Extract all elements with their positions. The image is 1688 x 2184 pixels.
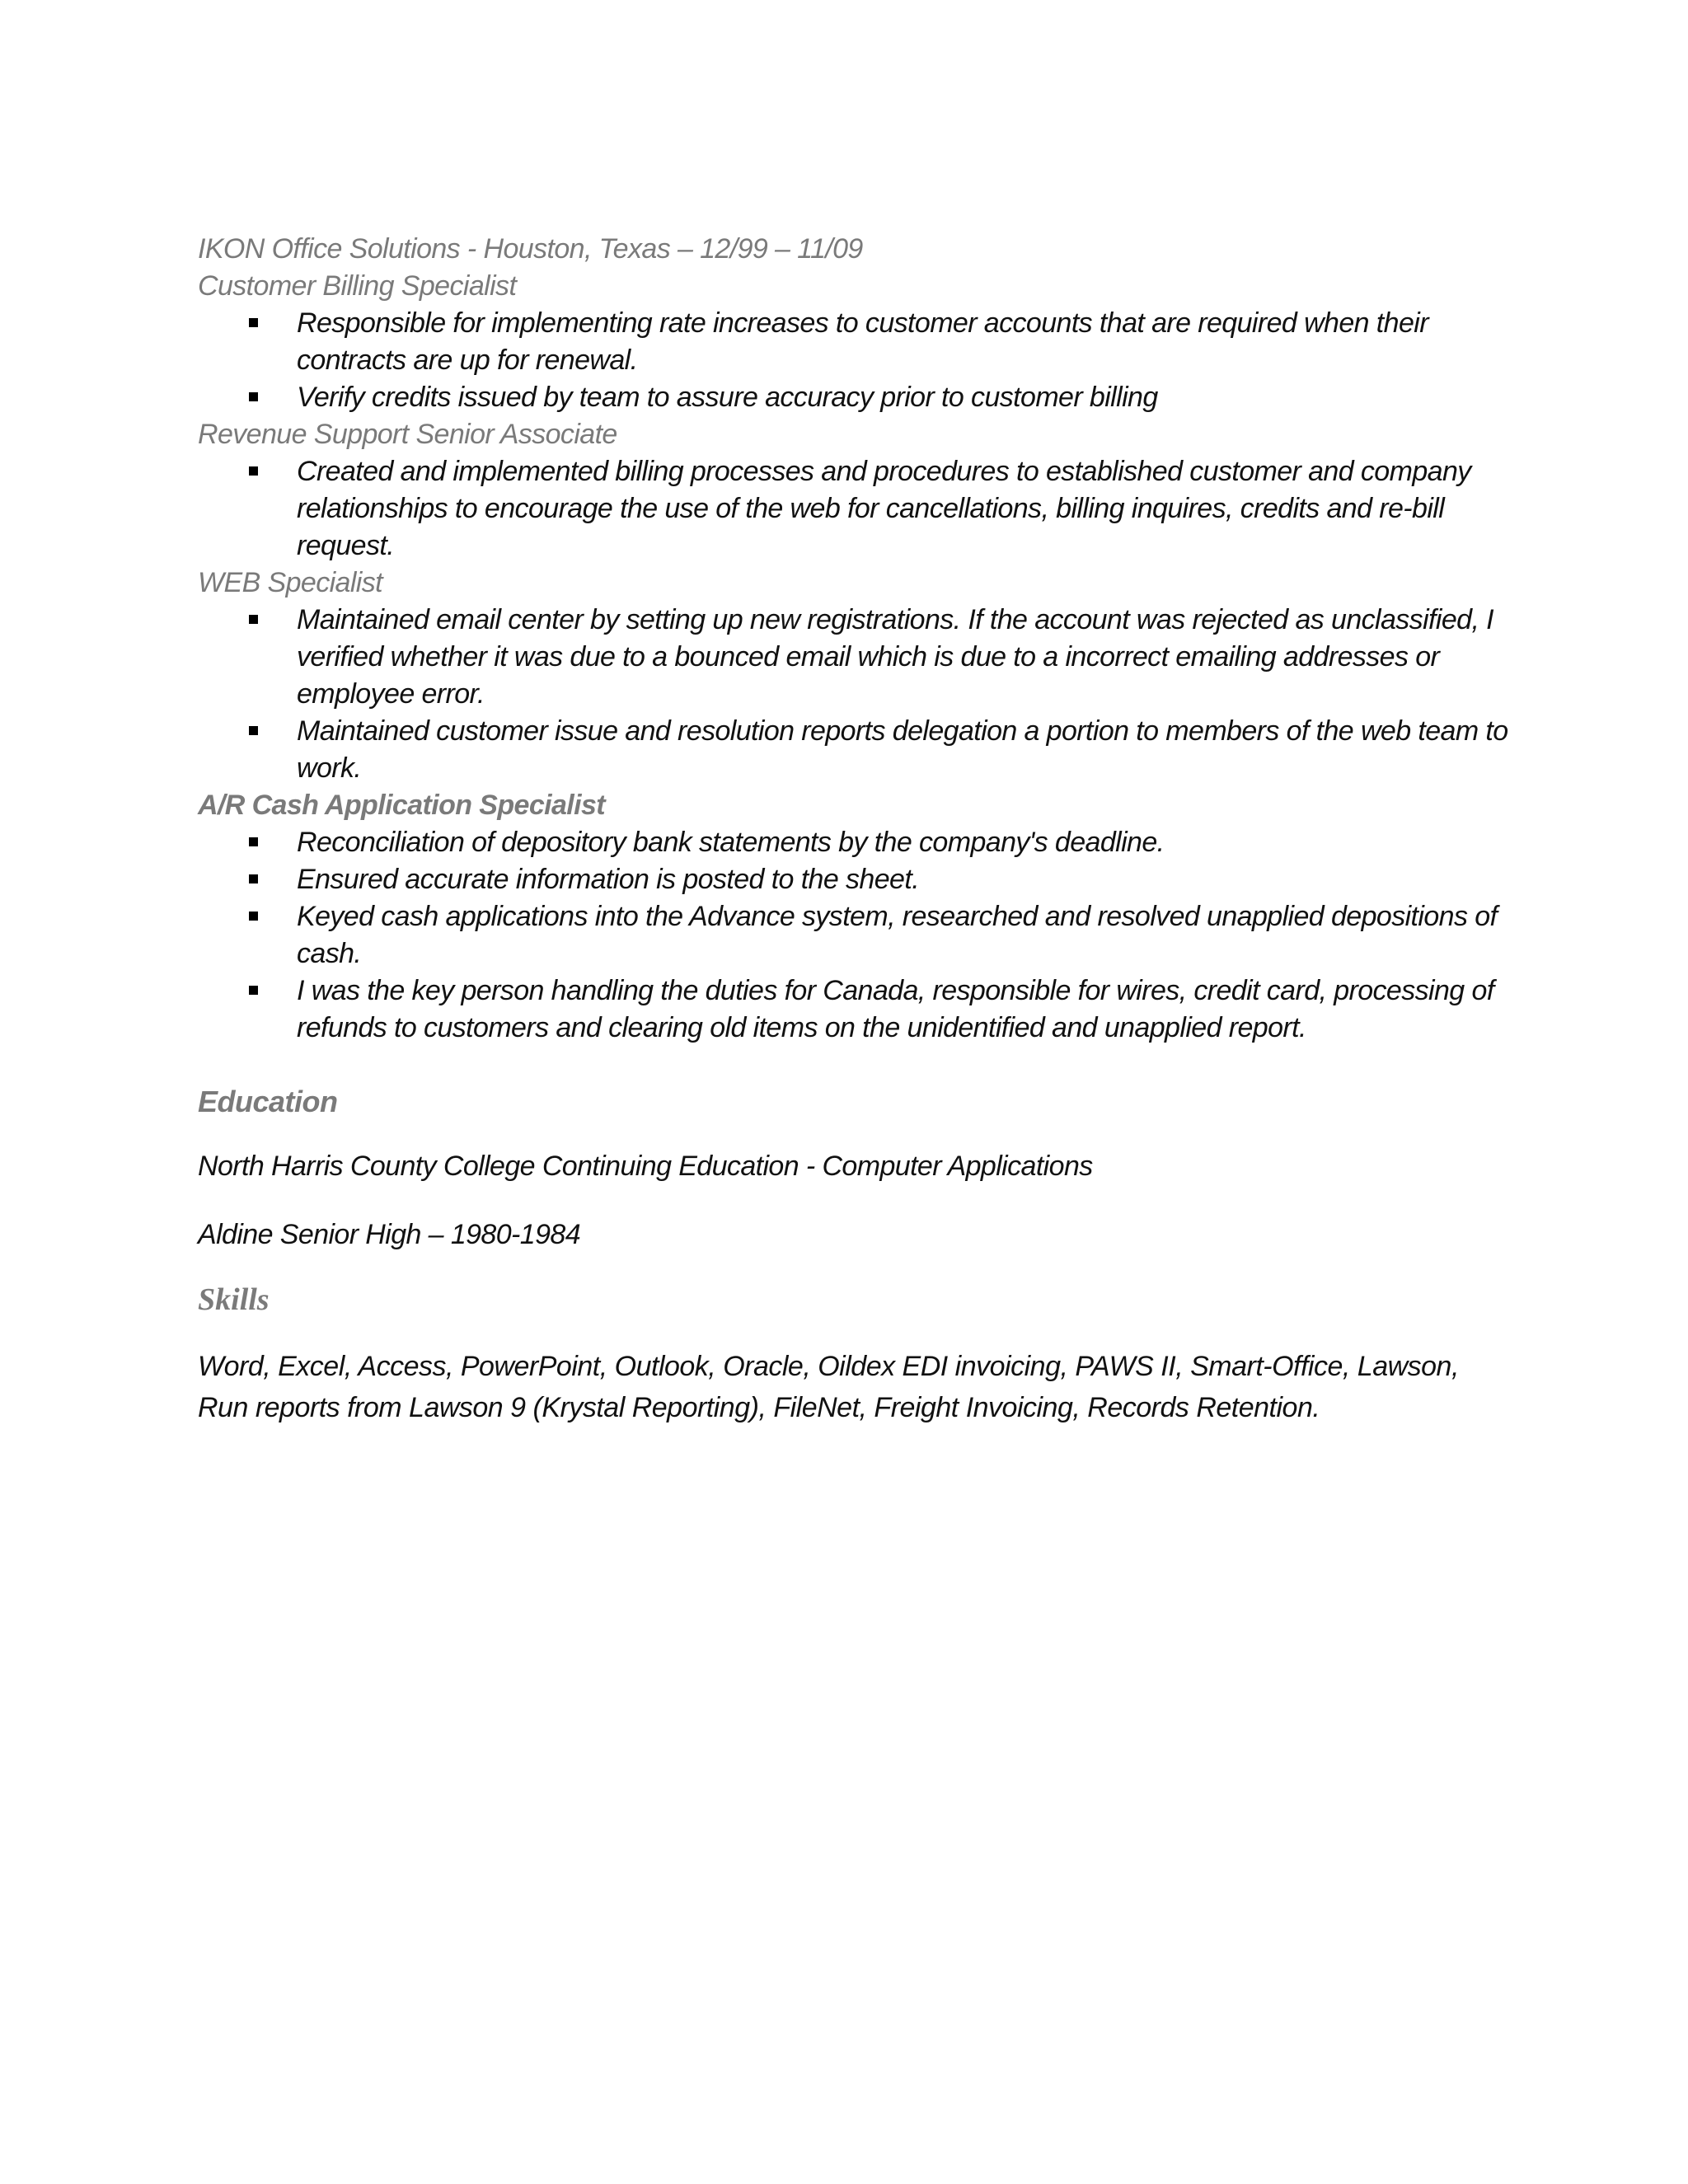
- bullet-text: Reconciliation of depository bank statements by the company's deadline.: [297, 827, 1165, 858]
- bullet-item: [198, 305, 1517, 379]
- bullet-item: [198, 861, 1517, 898]
- education-item: North Harris County College Continuing Education - Computer Applications: [198, 1151, 1093, 1182]
- square-bullet-icon: [249, 726, 258, 735]
- bullet-text: Maintained email center by setting up new registrations. If the account was rejected as unclassified, I verified whether it was due to a bounced email which is due to a incorrect emailing addresses or employee error.: [297, 604, 1493, 710]
- role-title: Customer Billing Specialist: [198, 270, 517, 302]
- role-title: Revenue Support Senior Associate: [198, 419, 617, 450]
- square-bullet-icon: [249, 318, 258, 327]
- employer-line: IKON Office Solutions - Houston, Texas – 12/99 – 11/09: [198, 233, 863, 265]
- square-bullet-icon: [249, 615, 258, 624]
- bullet-text: Verify credits issued by team to assure accuracy prior to customer billing: [297, 382, 1158, 413]
- square-bullet-icon: [249, 874, 258, 883]
- bullet-text: I was the key person handling the duties for Canada, responsible for wires, credit card, processing of refunds to customers and clearing old items on the unidentified and unapplied report.: [297, 975, 1494, 1043]
- bullet-item: [198, 379, 1517, 416]
- bullet-text: Keyed cash applications into the Advance system, researched and resolved unapplied depositions of cash.: [297, 901, 1498, 969]
- bullet-item: [198, 898, 1517, 972]
- education-heading: Education: [198, 1085, 338, 1118]
- square-bullet-icon: [249, 986, 258, 995]
- square-bullet-icon: [249, 837, 258, 846]
- square-bullet-icon: [249, 392, 258, 401]
- square-bullet-icon: [249, 912, 258, 921]
- bullet-item: [198, 972, 1517, 1047]
- bullet-item: [198, 713, 1517, 787]
- bullet-text: Responsible for implementing rate increases to customer accounts that are required when their contracts are up for renewal.: [297, 307, 1428, 376]
- role-bullet-list: [198, 602, 1508, 787]
- bullet-item: [198, 824, 1517, 861]
- skills-text: Word, Excel, Access, PowerPoint, Outlook, Oracle, Oildex EDI invoicing, PAWS II, Smart-Office, Lawson, Run reports from Lawson 9 (Krystal Reporting), FileNet, Freight Invoicing, Records Retention.: [198, 1351, 1459, 1423]
- bullet-item: [198, 602, 1517, 713]
- role-title: A/R Cash Application Specialist: [198, 790, 606, 821]
- role-bullet-list: [198, 305, 1500, 416]
- bullet-text: Ensured accurate information is posted to the sheet.: [297, 864, 920, 895]
- bullet-text: Maintained customer issue and resolution reports delegation a portion to members of the web team to work.: [297, 715, 1508, 784]
- role-title: WEB Specialist: [198, 567, 383, 598]
- resume-page: [198, 231, 1508, 1428]
- bullet-text: Created and implemented billing processes and procedures to established customer and company relationships to encourage the use of the web for cancellations, billing inquires, credits and re-bill request.: [297, 456, 1471, 561]
- bullet-item: [198, 453, 1517, 565]
- skills-heading: Skills: [198, 1282, 270, 1317]
- role-bullet-list: [198, 824, 1500, 1047]
- square-bullet-icon: [249, 466, 258, 476]
- education-item: Aldine Senior High – 1980-1984: [198, 1219, 581, 1250]
- role-bullet-list: [198, 453, 1500, 565]
